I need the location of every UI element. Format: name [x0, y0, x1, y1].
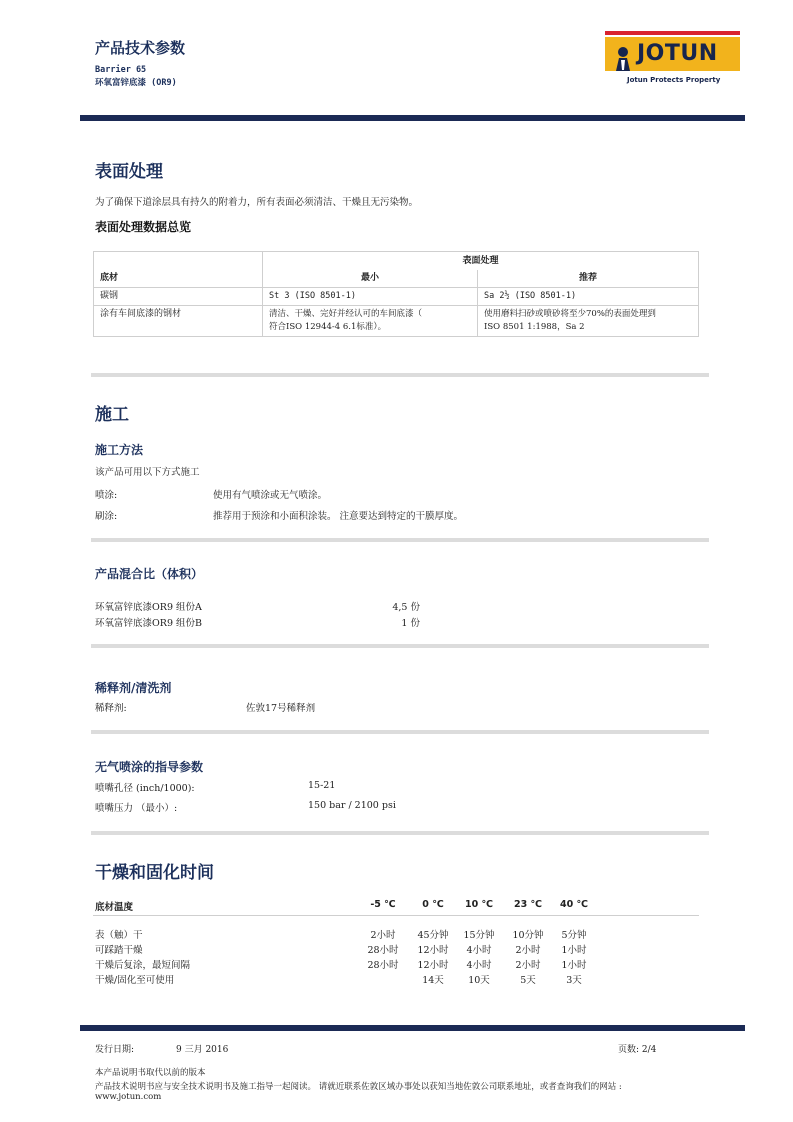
- drying-value: 10天: [468, 975, 490, 986]
- airless-label: 喷嘴孔径 (inch/1000):: [95, 783, 195, 794]
- method-label: 喷涂:: [95, 490, 118, 501]
- drying-value: 45分钟: [417, 930, 449, 941]
- table-cell-rec: 使用磨料扫砂或喷砂将至少70%的表面处理到 ISO 8501 1:1988，Sa 2: [478, 306, 699, 337]
- drying-value: 15分钟: [463, 930, 495, 941]
- temp-header: 0 ℃: [422, 899, 444, 910]
- page-number: 页数: 2/4: [618, 1045, 657, 1055]
- thinner-label: 稀释剂:: [95, 703, 127, 714]
- footer-note-read: 产品技术说明书应与安全技术说明书及施工指导一起阅读。 请就近联系佐敦区域办事处以获知当地佐敦公司联系地址，或者查询我们的网站 :: [95, 1082, 622, 1092]
- product-name: Barrier 65: [95, 65, 147, 75]
- section-divider: [91, 644, 709, 648]
- temp-header: -5 ℃: [370, 899, 396, 910]
- drying-header-row: [95, 899, 705, 914]
- drying-value: 3天: [566, 975, 582, 986]
- airless-value: 15-21: [308, 780, 336, 791]
- drying-header-label: 底材温度: [95, 902, 134, 913]
- table-cell-min: St 3 (ISO 8501-1): [263, 288, 478, 306]
- drying-row: [95, 972, 705, 987]
- temp-header: 23 ℃: [513, 899, 543, 910]
- logo-figure-icon: [613, 46, 633, 72]
- section-title-application: 施工: [95, 405, 129, 425]
- drying-value: 1小时: [561, 960, 587, 971]
- brand-name: JOTUN: [637, 41, 718, 66]
- footer-note-supersede: 本产品说明书取代以前的版本: [95, 1068, 206, 1078]
- table-cell-rec: Sa 2½ (ISO 8501-1): [478, 288, 699, 306]
- table-cell-substrate: 涂有车间底漆的钢材: [94, 306, 263, 337]
- logo-yellow-box: [605, 37, 740, 71]
- table-row: [94, 306, 699, 337]
- drying-row: [95, 957, 705, 972]
- airless-title: 无气喷涂的指导参数: [95, 760, 204, 774]
- surface-table: [93, 251, 699, 337]
- drying-value: 12小时: [417, 960, 449, 971]
- drying-value: 12小时: [417, 945, 449, 956]
- thinner-value: 佐敦17号稀释剂: [246, 703, 316, 714]
- drying-value: 1小时: [561, 945, 587, 956]
- drying-header-rule: [93, 915, 699, 916]
- drying-row-label: 表（触）干: [95, 930, 143, 941]
- section-divider: [91, 831, 709, 835]
- mix-component: 环氧富锌底漆OR9 组份A: [95, 602, 202, 613]
- table-cell-substrate: 碳钢: [94, 288, 263, 306]
- airless-label: 喷嘴压力 （最小）:: [95, 803, 178, 814]
- section-divider: [91, 373, 709, 377]
- drying-value: 5分钟: [561, 930, 587, 941]
- drying-value: 28小时: [367, 945, 399, 956]
- temp-header: 10 ℃: [464, 899, 494, 910]
- methods-intro: 该产品可用以下方式施工: [95, 467, 200, 478]
- drying-row-label: 可踩踏干燥: [95, 945, 143, 956]
- jotun-logo: [605, 31, 740, 73]
- drying-row: [95, 927, 705, 942]
- issue-date: 9 三月 2016: [176, 1045, 229, 1055]
- drying-row-label: 干燥后复涂，最短间隔: [95, 960, 191, 971]
- drying-value: 28小时: [367, 960, 399, 971]
- thinner-title: 稀释剂/清洗剂: [95, 681, 172, 695]
- method-label: 刷涂:: [95, 511, 118, 522]
- section-divider: [91, 538, 709, 542]
- drying-row: [95, 942, 705, 957]
- table-header-rec: 推荐: [478, 270, 699, 288]
- drying-value: 4小时: [466, 945, 492, 956]
- method-text: 推荐用于预涂和小面积涂装。 注意要达到特定的干膜厚度。: [213, 511, 464, 522]
- method-text: 使用有气喷涂或无气喷涂。: [213, 490, 328, 501]
- brand-tagline: Jotun Protects Property: [627, 76, 721, 84]
- table-cell-min: 清洁、干燥、完好并经认可的车间底漆（ 符合ISO 12944-4 6.1标准）。: [263, 306, 478, 337]
- airless-value: 150 bar / 2100 psi: [308, 800, 396, 811]
- section-divider: [91, 730, 709, 734]
- methods-title: 施工方法: [95, 443, 144, 457]
- surface-summary-title: 表面处理数据总览: [95, 220, 192, 234]
- product-description: 环氧富锌底漆 (OR9): [95, 78, 177, 88]
- drying-value: 2小时: [370, 930, 396, 941]
- issue-date-label: 发行日期:: [95, 1045, 135, 1055]
- header-rule: [80, 115, 745, 121]
- footer-rule: [80, 1025, 745, 1031]
- mix-title: 产品混合比（体积）: [95, 567, 204, 581]
- table-header-group: 表面处理: [263, 252, 699, 271]
- mix-ratio: 1 份: [401, 618, 420, 629]
- document-title: 产品技术参数: [95, 39, 186, 57]
- section-title-surface: 表面处理: [95, 162, 163, 182]
- footer-website-link[interactable]: www.jotun.com: [95, 1092, 162, 1102]
- drying-value: 2小时: [515, 960, 541, 971]
- table-header-min: 最小: [263, 270, 478, 288]
- table-row: [94, 288, 699, 306]
- drying-value: 2小时: [515, 945, 541, 956]
- drying-row-label: 干燥/固化至可使用: [95, 975, 175, 986]
- drying-value: 10分钟: [512, 930, 544, 941]
- drying-value: 14天: [422, 975, 444, 986]
- table-header-substrate: 底材: [94, 252, 263, 288]
- drying-value: 4小时: [466, 960, 492, 971]
- surface-intro: 为了确保下道涂层具有持久的附着力，所有表面必须清洁、干燥且无污染物。: [95, 197, 419, 208]
- logo-red-bar: [605, 31, 740, 35]
- section-title-drying: 干燥和固化时间: [95, 863, 214, 883]
- mix-ratio: 4,5 份: [392, 602, 420, 613]
- mix-component: 环氧富锌底漆OR9 组份B: [95, 618, 202, 629]
- drying-value: 5天: [520, 975, 536, 986]
- temp-header: 40 ℃: [559, 899, 589, 910]
